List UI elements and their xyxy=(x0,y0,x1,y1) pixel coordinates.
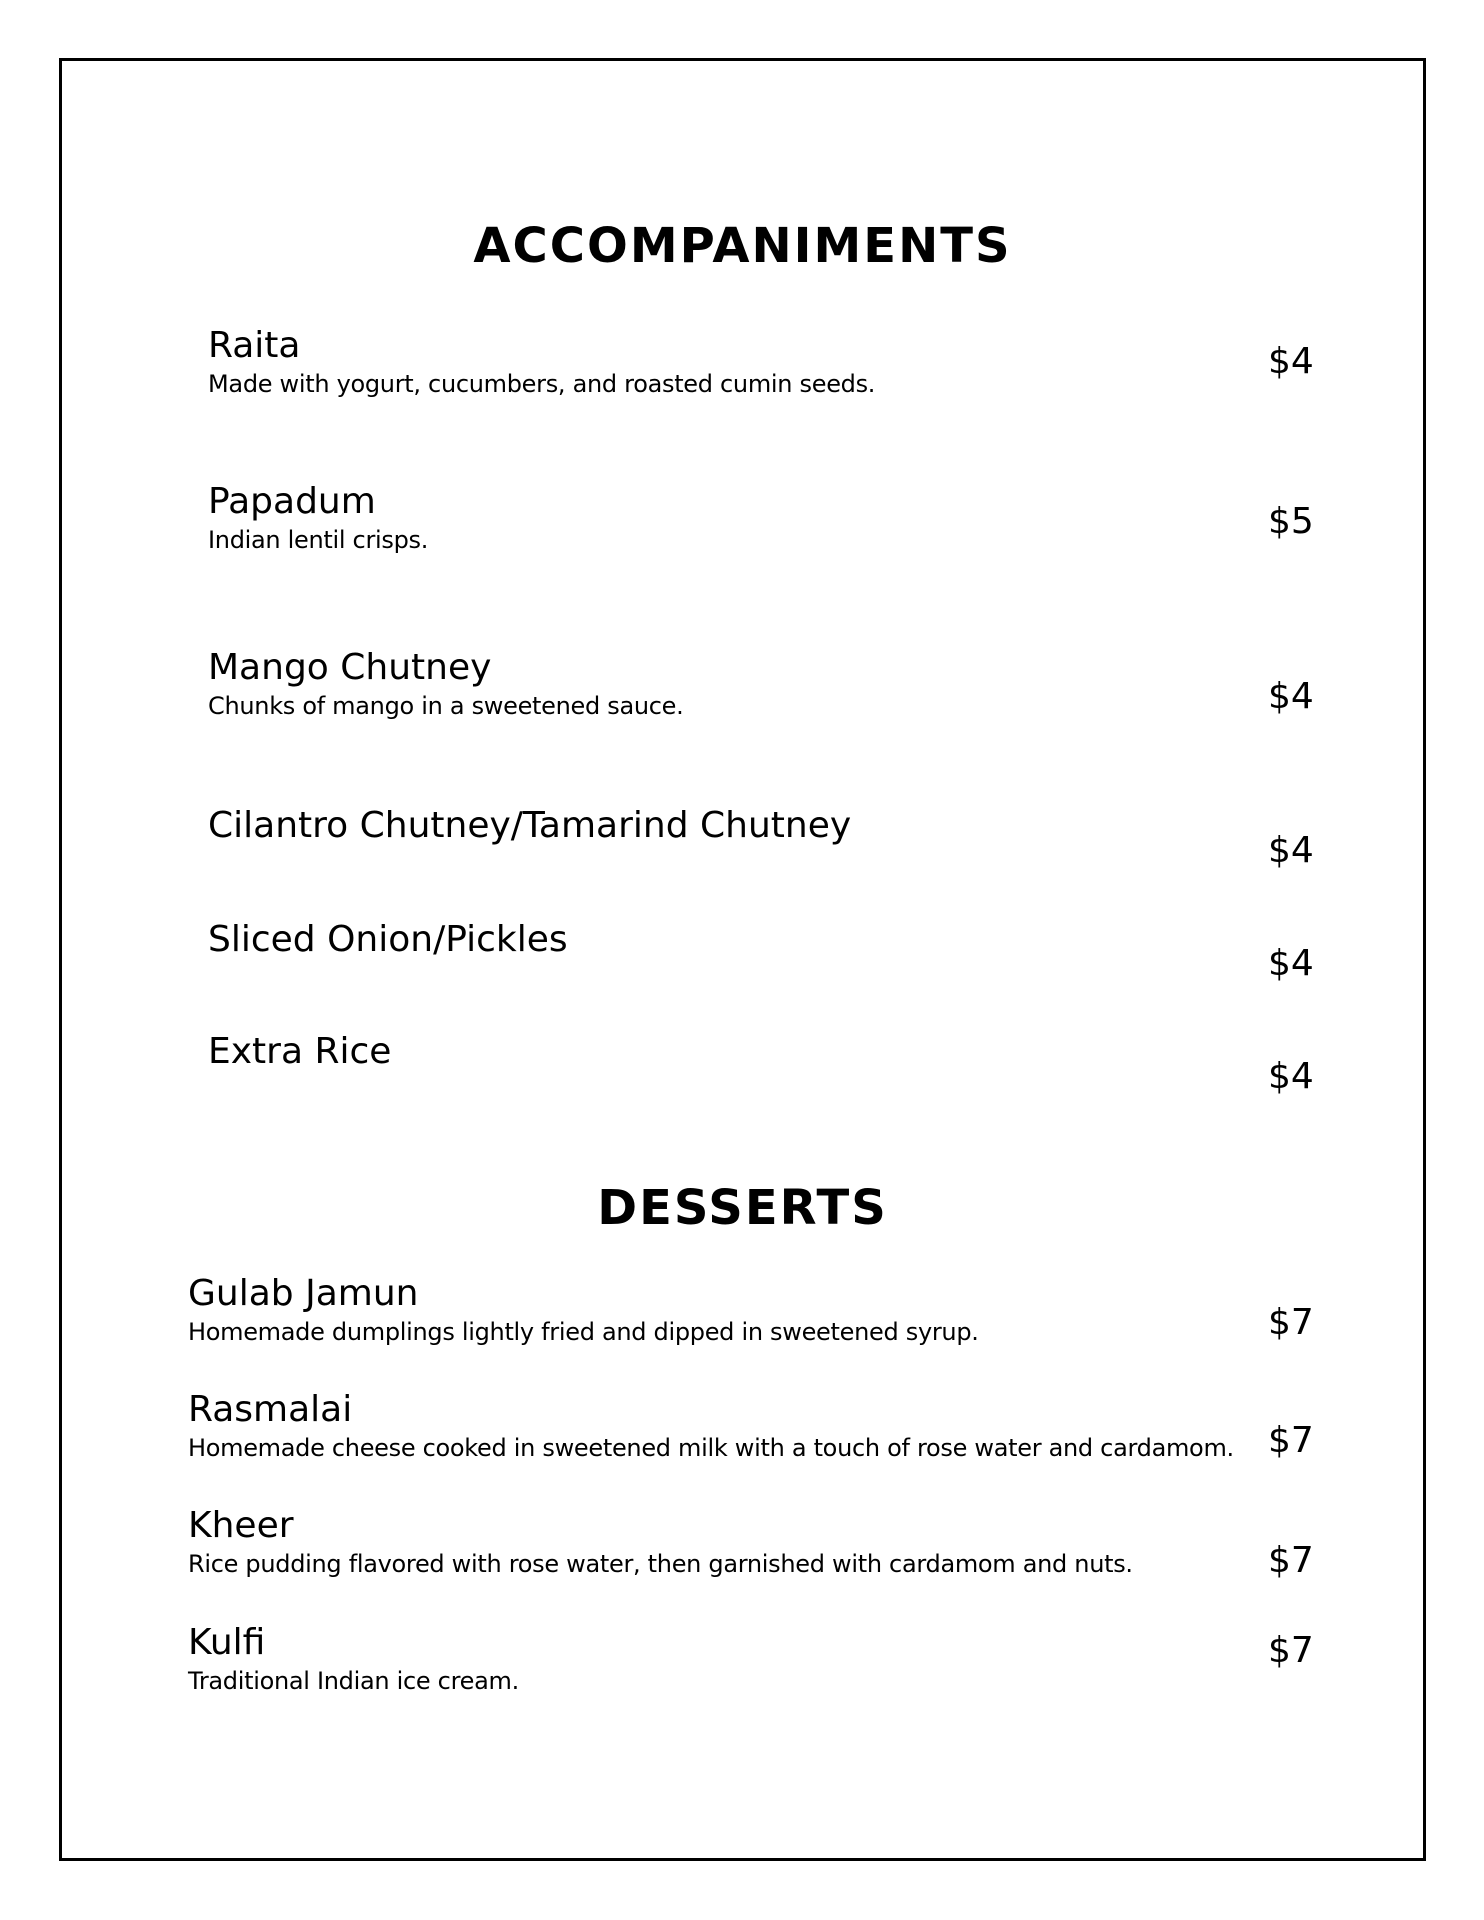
item-description: Made with yogurt, cucumbers, and roasted cumin seeds. xyxy=(208,370,876,398)
item-description: Rice pudding flavored with rose water, then garnished with cardamom and nuts. xyxy=(188,1550,1133,1578)
menu-item-extra-rice xyxy=(62,1031,1423,1097)
item-name: Gulab Jamun xyxy=(188,1273,419,1314)
item-price: $5 xyxy=(1268,501,1314,542)
menu-item-cilantro-tamarind-chutney xyxy=(62,805,1423,871)
menu-item-gulab-jamun xyxy=(62,1273,1423,1347)
section-title-desserts: DESSERTS xyxy=(597,1180,888,1237)
section-title-accompaniments: ACCOMPANIMENTS xyxy=(473,218,1012,275)
item-description: Homemade cheese cooked in sweetened milk with a touch of rose water and cardamom. xyxy=(188,1434,1234,1462)
menu-item-rasmalai xyxy=(62,1389,1423,1463)
page-border xyxy=(59,58,1426,1861)
item-price: $7 xyxy=(1268,1302,1314,1343)
menu-item-mango-chutney xyxy=(62,647,1423,721)
item-name: Kulfi xyxy=(188,1622,266,1663)
item-name: Raita xyxy=(208,325,301,366)
item-description: Indian lentil crisps. xyxy=(208,526,429,554)
item-description: Homemade dumplings lightly fried and dipped in sweetened syrup. xyxy=(188,1318,979,1346)
menu-item-sliced-onion-pickles xyxy=(62,919,1423,984)
item-name: Kheer xyxy=(188,1505,294,1546)
item-price: $7 xyxy=(1268,1630,1314,1671)
menu-item-papadum xyxy=(62,481,1423,555)
item-name: Rasmalai xyxy=(188,1389,353,1430)
item-price: $4 xyxy=(1268,830,1314,871)
item-price: $4 xyxy=(1268,943,1314,984)
item-price: $4 xyxy=(1268,341,1314,382)
item-name: Extra Rice xyxy=(208,1031,392,1072)
menu-item-kheer xyxy=(62,1505,1423,1579)
item-name: Papadum xyxy=(208,481,376,522)
item-name: Sliced Onion/Pickles xyxy=(208,919,568,960)
item-price: $7 xyxy=(1268,1420,1314,1461)
item-name: Mango Chutney xyxy=(208,647,492,688)
item-description: Traditional Indian ice cream. xyxy=(188,1667,519,1695)
item-price: $4 xyxy=(1268,1056,1314,1097)
item-description: Chunks of mango in a sweetened sauce. xyxy=(208,692,684,720)
menu-item-kulfi xyxy=(62,1622,1423,1696)
item-price: $7 xyxy=(1268,1540,1314,1581)
menu-item-raita xyxy=(62,325,1423,399)
item-name: Cilantro Chutney/Tamarind Chutney xyxy=(208,805,852,846)
item-price: $4 xyxy=(1268,676,1314,717)
